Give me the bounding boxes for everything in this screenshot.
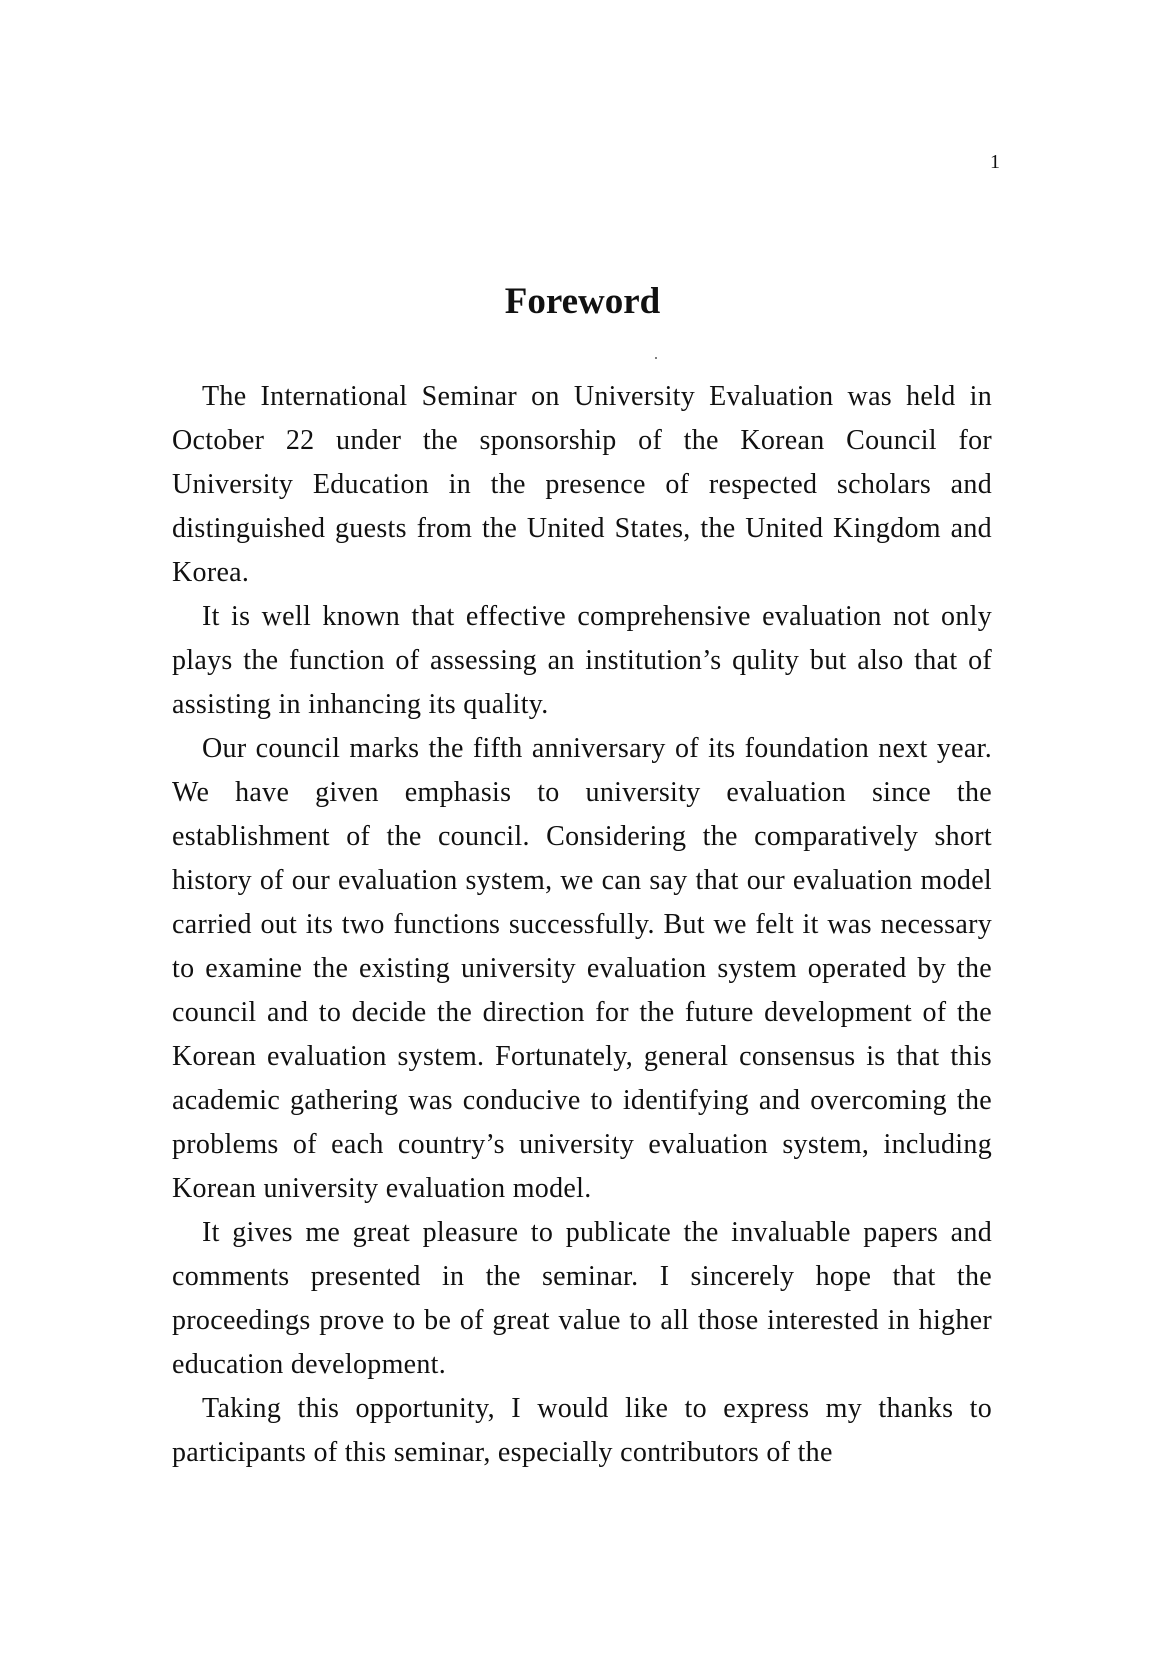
paragraph-4: It gives me great pleasure to publicate the invaluable papers and comments presented in the seminar. I sincerely hope that the proceedings prove to be of great value to all those interested in higher education development. <box>172 1217 992 1380</box>
paragraph-5: Taking this opportunity, I would like to express my thanks to participants of this seminar, especially contributors of the <box>172 1393 992 1468</box>
paragraph-2: It is well known that effective comprehensive evaluation not only plays the function of assessing an institution’s qulity but also that of assisting in inhancing its quality. <box>172 601 992 720</box>
page-title: Foreword <box>504 281 661 322</box>
body-text <box>172 375 992 1475</box>
print-speck <box>655 357 657 359</box>
paragraph-3: Our council marks the fifth anniversary of its foundation next year. We have given emphasis to university evaluation since the establishment of the council. Considering the comparatively short history of our evaluation system, we can say that our evaluation model carried out its two functions successfully. But we felt it was necessary to examine the existing university evaluation system operated by the council and to decide the direction for the future development of the Korean evaluation system. Fortunately, general consensus is that this academic gathering was conducive to identifying and overcoming the problems of each country’s university evaluation system, including Korean university evaluation model. <box>172 733 992 1204</box>
page-number: 1 <box>990 151 1000 173</box>
paragraph-1: The International Seminar on University Evaluation was held in October 22 under the sponsorship of the Korean Council for University Education in the presence of respected scholars and distinguished guests from the United States, the United Kingdom and Korea. <box>172 381 992 588</box>
